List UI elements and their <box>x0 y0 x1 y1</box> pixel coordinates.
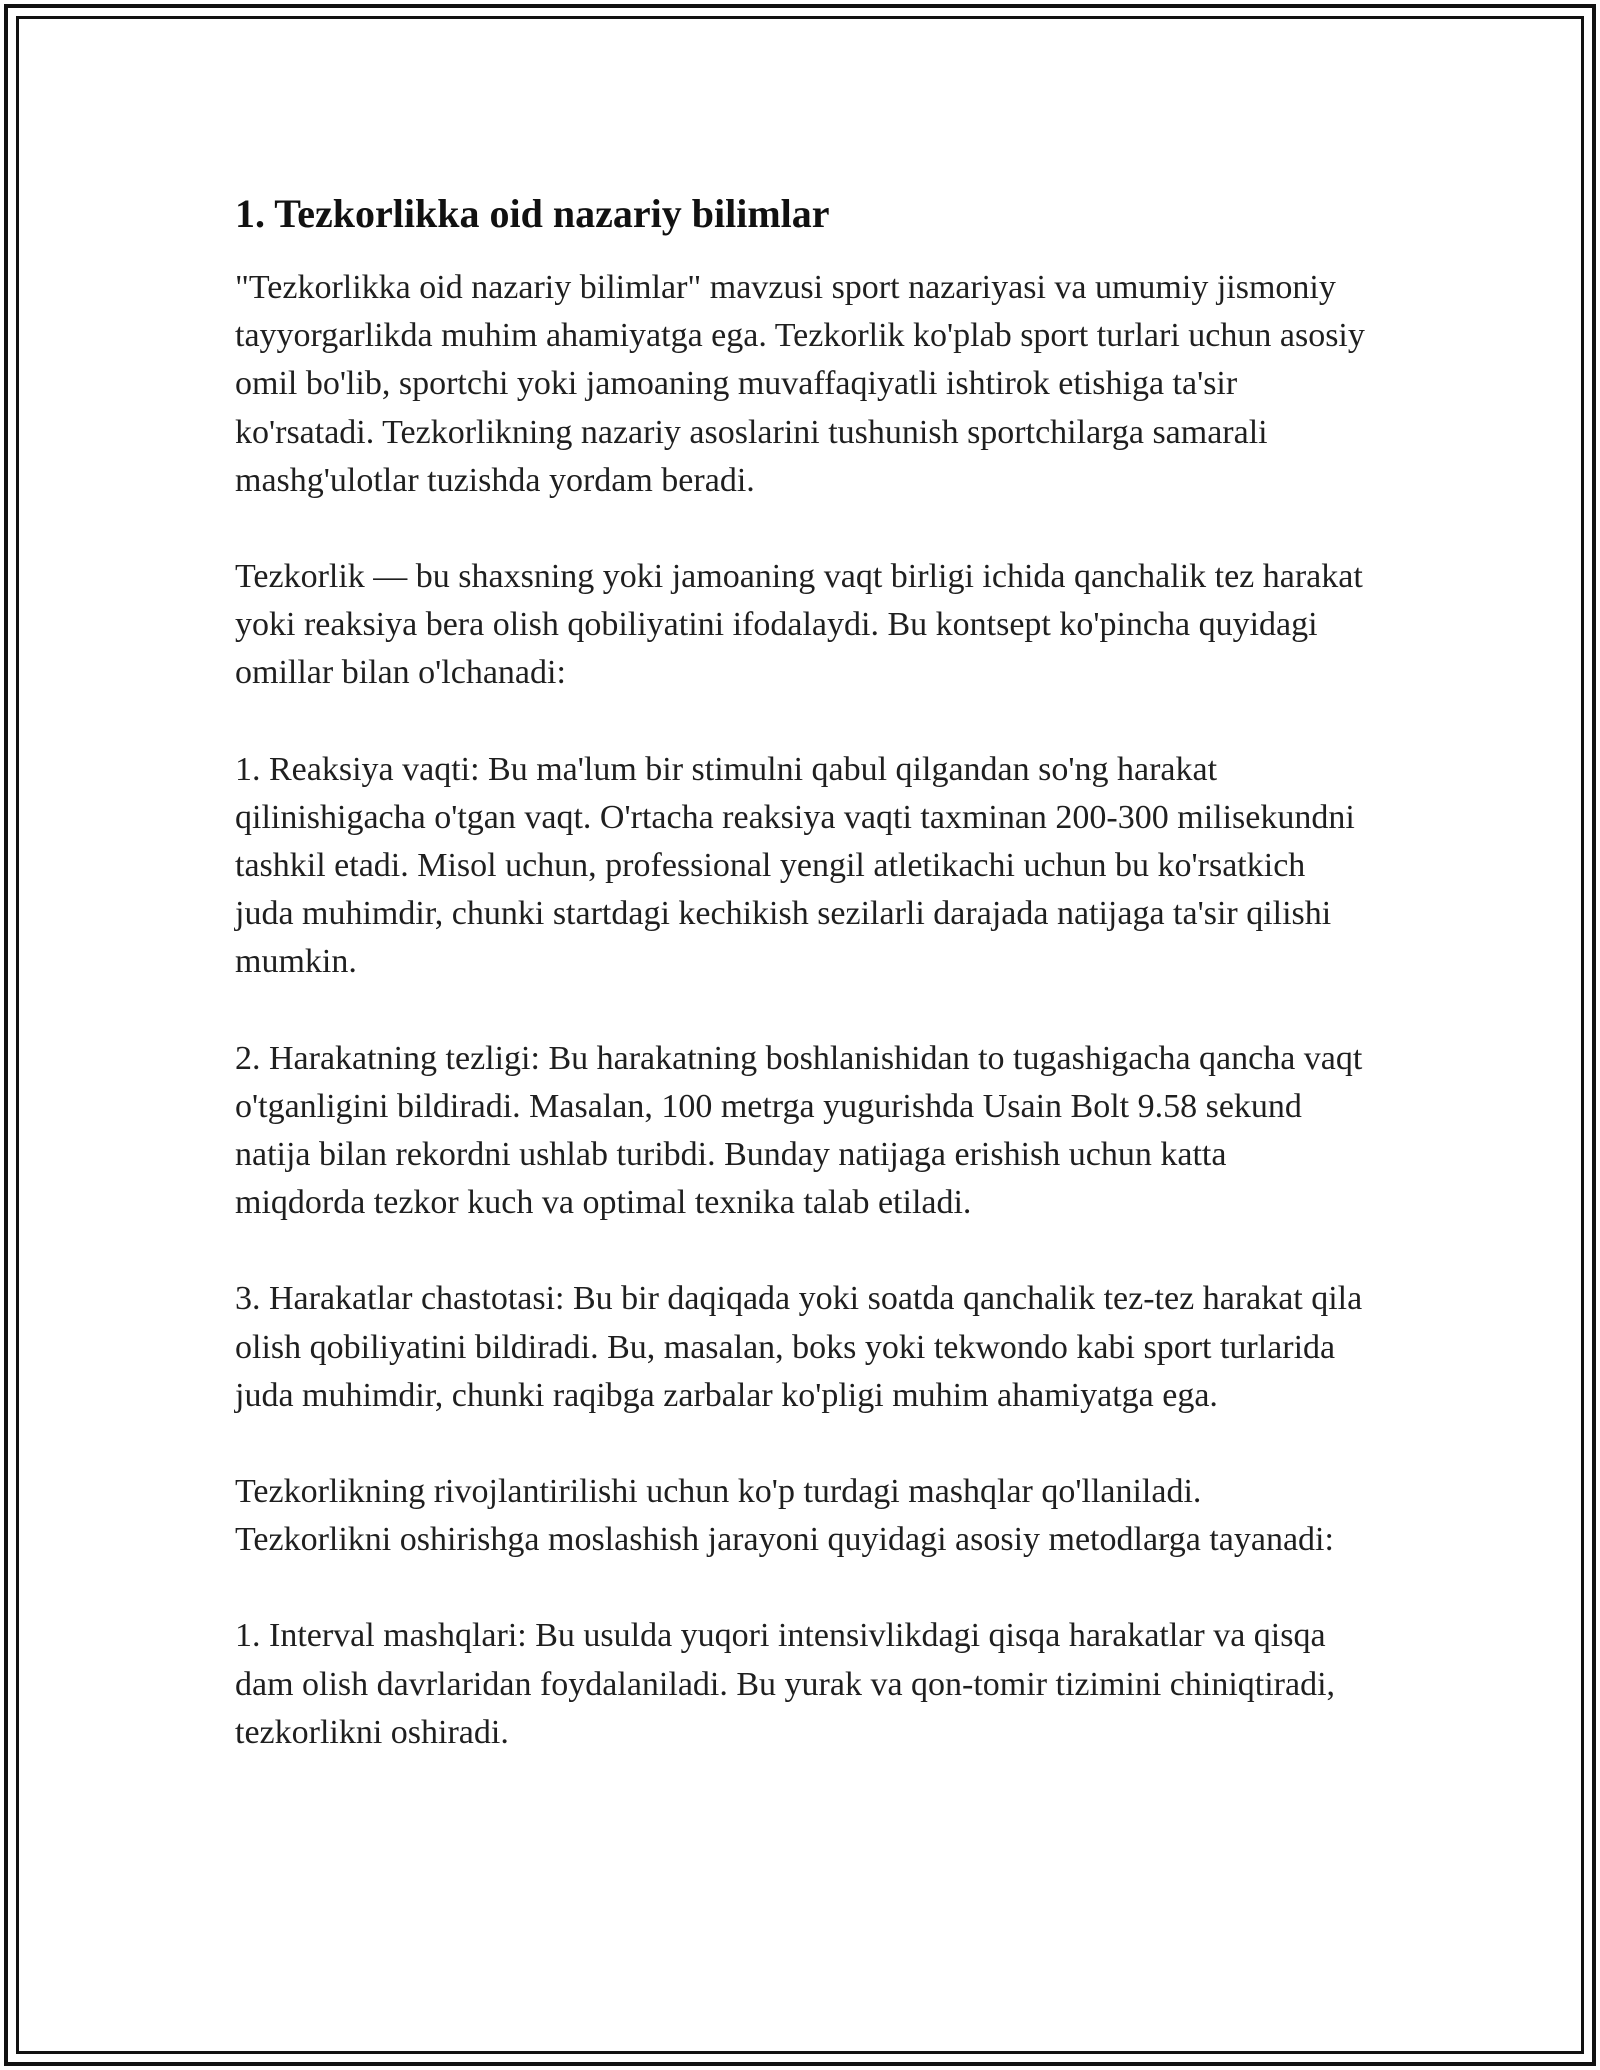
movement-frequency-paragraph: 3. Harakatlar chastotasi: Bu bir daqiqada yoki soatda qanchalik tez-tez harakat qila olish qobiliyatini bildiradi. Bu, masalan, boks yoki tekwondo kabi sport turlarida juda muhimdir, chunki raqibga zarbalar ko'pligi muhim ahamiyatga ega. <box>235 1280 1363 1414</box>
development-methods-paragraph: Tezkorlikning rivojlantirilishi uchun ko'p turdagi mashqlar qo'llaniladi. Tezkorlikni oshirishga moslashish jarayoni quyidagi asosiy metodlarga tayanadi: <box>235 1473 1334 1559</box>
intro-paragraph: "Tezkorlikka oid nazariy bilimlar" mavzusi sport nazariyasi va umumiy jismoniy tayyorgarlikda muhim ahamiyatga ega. Tezkorlik ko'plab sport turlari uchun asosiy omil bo'lib, sportchi yoki jamoaning muvaffaqiyatli ishtirok etishiga ta'sir ko'rsatadi. Tezkorlikning nazariy asoslarini tushunish sportchilarga samarali mashg'ulotlar tuzishda yordam beradi. <box>235 269 1365 499</box>
document-page <box>235 186 1365 1805</box>
movement-speed-paragraph: 2. Harakatning tezligi: Bu harakatning boshlanishidan to tugashigacha qancha vaqt o'tganligini bildiradi. Masalan, 100 metrga yugurishda Usain Bolt 9.58 sekund natija bilan rekordni ushlab turibdi. Bunday natijaga erishish uchun katta miqdorda tezkor kuch va optimal texnika talab etiladi. <box>235 1039 1363 1222</box>
interval-training-paragraph: 1. Interval mashqlari: Bu usulda yuqori intensivlikdagi qisqa harakatlar va qisqa dam olish davrlaridan foydalaniladi. Bu yurak va qon-tomir tizimini chiniqtiradi, tezkorlikni oshiradi. <box>235 1617 1336 1751</box>
reaction-time-paragraph: 1. Reaksiya vaqti: Bu ma'lum bir stimulni qabul qilgandan so'ng harakat qilinishigacha o'tgan vaqt. O'rtacha reaksiya vaqti taxminan 200-300 milisekundni tashkil etadi. Misol uchun, professional yengil atletikachi uchun bu ko'rsatkich juda muhimdir, chunki startdagi kechikish sezilarli darajada natijaga ta'sir qilishi mumkin. <box>235 750 1355 981</box>
document-title: 1. Tezkorlikka oid nazariy bilimlar <box>235 191 830 236</box>
definition-paragraph: Tezkorlik — bu shaxsning yoki jamoaning vaqt birligi ichida qanchalik tez harakat yoki reaksiya bera olish qobiliyatini ifodalaydi. Bu kontsept ko'pincha quyidagi omillar bilan o'lchanadi: <box>235 558 1363 692</box>
